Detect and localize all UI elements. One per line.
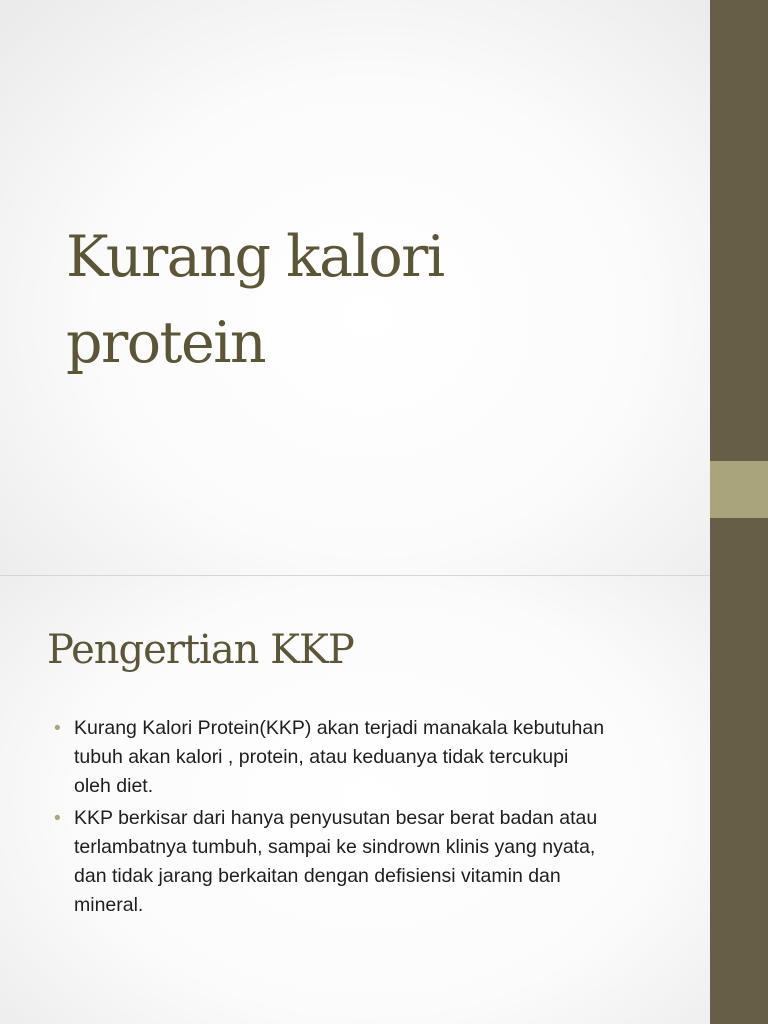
bullet-line: oleh diet. bbox=[74, 775, 154, 797]
bullet-line: dan tidak jarang berkaitan dengan defisiensi vitamin dan bbox=[74, 865, 561, 887]
bullet-line: KKP berkisar dari hanya penyusutan besar berat badan atau bbox=[74, 807, 598, 829]
bullet-marker-icon: • bbox=[54, 808, 61, 829]
bullet-line: mineral. bbox=[74, 894, 144, 916]
bullet-line: tubuh akan kalori , protein, atau keduanya tidak tercukupi bbox=[74, 746, 569, 768]
bullet-line: Kurang Kalori Protein(KKP) akan terjadi manakala kebutuhan bbox=[74, 717, 605, 739]
slide-title-line-1: Kurang kalori bbox=[66, 224, 444, 290]
bullet-list bbox=[52, 714, 672, 923]
bullet-item-definition bbox=[52, 714, 672, 801]
bullet-line: terlambatnya tumbuh, sampai ke sindrown klinis yang nyata, bbox=[74, 836, 596, 858]
slide-title bbox=[66, 214, 666, 386]
bullet-marker-icon: • bbox=[54, 718, 61, 739]
content-slide bbox=[0, 576, 710, 1024]
content-slide-title: Pengertian KKP bbox=[47, 627, 354, 673]
slide-title-line-2: protein bbox=[66, 310, 266, 376]
side-accent-block bbox=[710, 461, 768, 518]
bullet-item-range bbox=[52, 804, 672, 920]
